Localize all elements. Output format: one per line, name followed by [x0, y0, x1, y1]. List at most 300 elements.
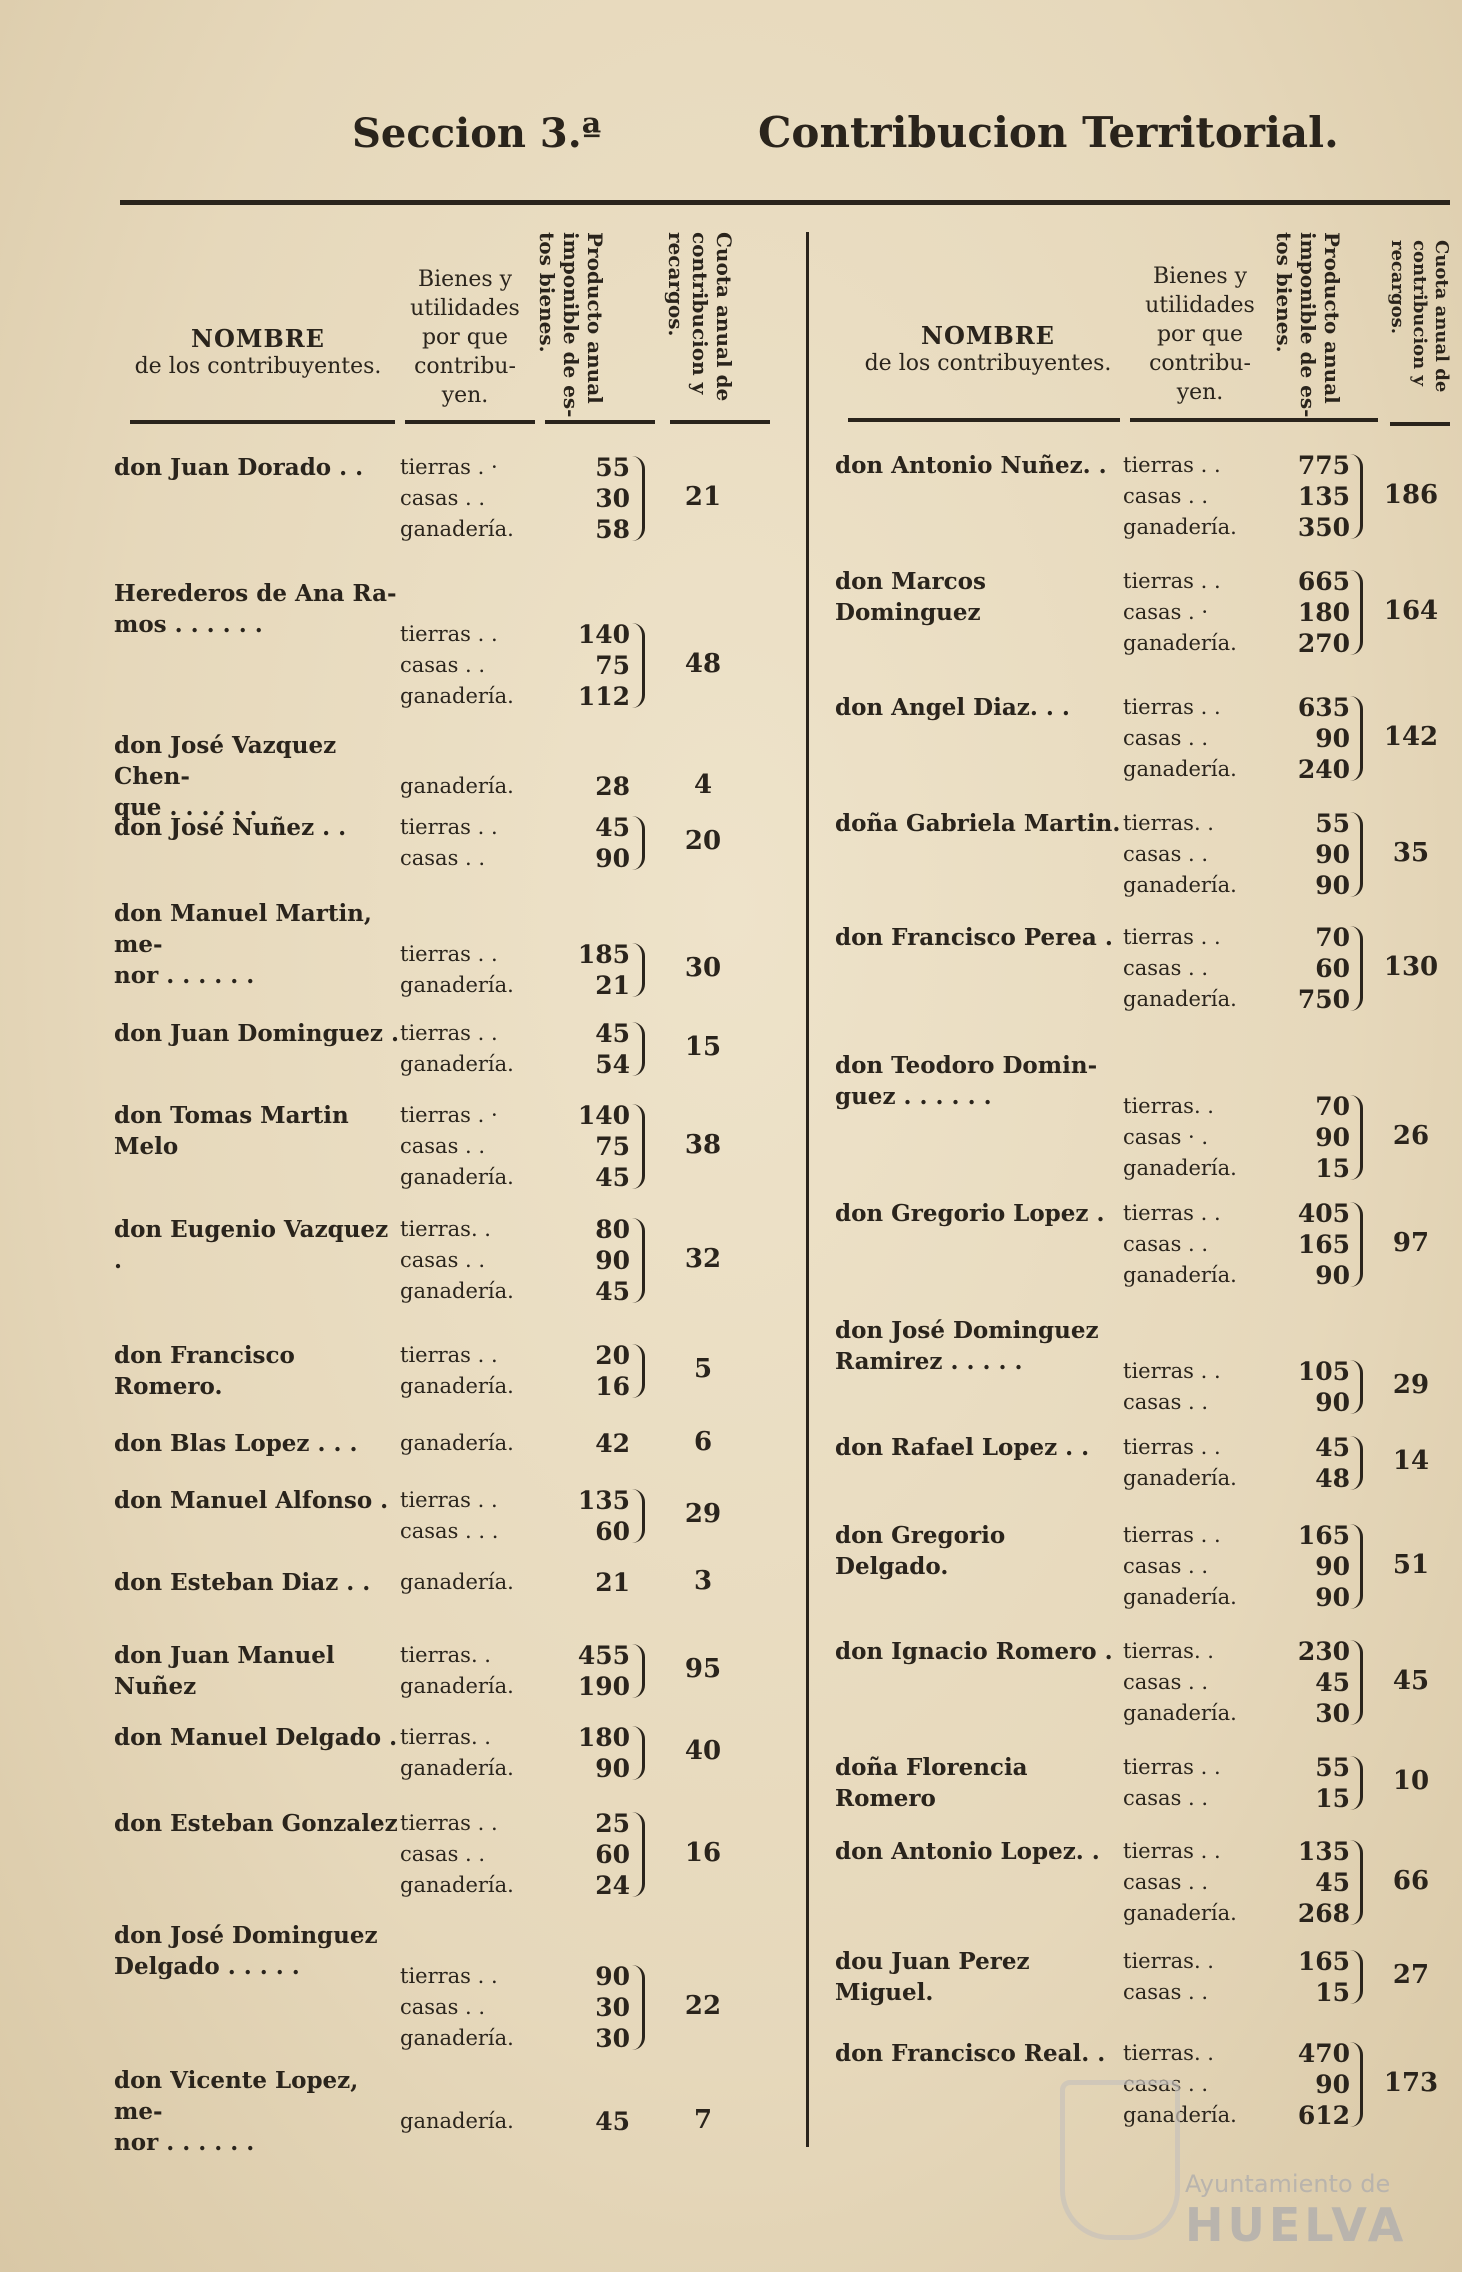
- asset-types: [400, 1214, 514, 1307]
- quota-value: 38: [684, 1129, 722, 1160]
- asset-type: tierras . .: [400, 1343, 498, 1367]
- asset-type: casas . .: [1123, 1670, 1209, 1694]
- asset-type: ganadería.: [400, 1674, 514, 1698]
- contributor-name-line: doña Florencia Romero: [835, 1754, 1028, 1812]
- asset-types: [1123, 1946, 1214, 2008]
- contributor-name-line: nor . . . . . .: [114, 2129, 255, 2156]
- asset-type: casas . .: [400, 1248, 486, 1272]
- product-values: [1260, 1946, 1350, 2008]
- product-value: 15: [1315, 1154, 1350, 1183]
- contributor-name: [114, 1100, 399, 1162]
- brace: [632, 1965, 645, 2050]
- product-value: 612: [1297, 2101, 1350, 2130]
- product-value: 21: [595, 1568, 630, 1597]
- asset-type: casas . .: [1123, 1390, 1209, 1414]
- header-nombre-right: [848, 322, 1128, 378]
- asset-type: tierras . .: [1123, 1839, 1221, 1863]
- header-bienes-right: [1130, 262, 1270, 407]
- section-title: Seccion 3.ª: [352, 110, 602, 157]
- product-values: [540, 771, 630, 802]
- product-value: 70: [1315, 1092, 1350, 1121]
- asset-type: ganadería.: [400, 684, 514, 708]
- brace: [1350, 1202, 1363, 1287]
- top-rule: [120, 200, 1450, 205]
- asset-type: tierras. .: [1123, 2041, 1214, 2065]
- product-values: [540, 1567, 630, 1598]
- asset-type: tierras . .: [400, 815, 498, 839]
- product-value: 21: [595, 971, 630, 1000]
- contributor-name-line: don Francisco Perea .: [835, 924, 1113, 951]
- product-value: 230: [1297, 1637, 1350, 1666]
- asset-type: tierras . .: [1123, 1523, 1221, 1547]
- header-producto-right: Producto anual imponible de es- tos bienes.: [1272, 232, 1344, 418]
- product-values: [1260, 450, 1350, 543]
- asset-type: casas . .: [1123, 956, 1209, 980]
- contributor-name-line: don José Vazquez Chen-: [114, 732, 337, 790]
- product-value: 20: [595, 1341, 630, 1370]
- shield-icon: [1060, 2080, 1180, 2240]
- asset-types: [1123, 1432, 1237, 1494]
- product-values: [1260, 1198, 1350, 1291]
- asset-type: ganadería.: [400, 973, 514, 997]
- product-values: [540, 1961, 630, 2054]
- asset-types: [1123, 1636, 1237, 1729]
- contributor-name-line: don José Dominguez: [835, 1317, 1099, 1344]
- asset-type: tierras . .: [1123, 695, 1221, 719]
- asset-type: ganadería.: [400, 1374, 514, 1398]
- asset-type: tierras . .: [1123, 1359, 1221, 1383]
- contributor-name: [835, 1050, 1125, 1112]
- asset-type: tierras. .: [1123, 1094, 1214, 1118]
- quota-value: 32: [684, 1243, 722, 1274]
- asset-type: tierras . .: [1123, 1755, 1221, 1779]
- product-value: 16: [595, 1372, 630, 1401]
- contributor-name-line: don Eugenio Vazquez .: [114, 1216, 389, 1274]
- product-value: 240: [1297, 755, 1350, 784]
- contributor-name: [114, 1640, 399, 1702]
- product-values: [1260, 1836, 1350, 1929]
- asset-type: tierras . .: [400, 1811, 498, 1835]
- contributor-name: [114, 1018, 399, 1049]
- contributor-name-line: don Rafael Lopez . .: [835, 1434, 1090, 1461]
- asset-type: ganadería.: [400, 774, 514, 798]
- watermark-line1: Ayuntamiento de: [1185, 2170, 1391, 2198]
- asset-types: [400, 1018, 514, 1080]
- header-nombre-left: [118, 325, 398, 381]
- quota-value: 7: [693, 2104, 713, 2135]
- asset-types: [400, 2106, 514, 2137]
- product-value: 45: [595, 813, 630, 842]
- asset-types: [1123, 1520, 1237, 1613]
- brace: [1350, 1840, 1363, 1925]
- product-values: [540, 1485, 630, 1547]
- product-values: [540, 1640, 630, 1702]
- asset-type: tierras . ·: [400, 1103, 498, 1127]
- product-value: 180: [1297, 598, 1350, 627]
- product-value: 60: [595, 1517, 630, 1546]
- asset-types: [1123, 1752, 1221, 1814]
- product-value: 90: [1315, 871, 1350, 900]
- asset-type: ganadería.: [1123, 1585, 1237, 1609]
- product-value: 15: [1315, 1784, 1350, 1813]
- asset-type: tierras . .: [400, 942, 498, 966]
- asset-types: [400, 1722, 514, 1784]
- quota-value: 14: [1392, 1446, 1430, 1476]
- product-values: [1260, 1752, 1350, 1814]
- asset-type: tierras . .: [1123, 569, 1221, 593]
- brace: [1350, 1756, 1363, 1810]
- quota-value: 40: [684, 1736, 722, 1766]
- product-value: 455: [577, 1641, 630, 1670]
- header-nombre-label: NOMBRE: [191, 324, 325, 353]
- asset-types: [1123, 1356, 1221, 1418]
- asset-type: casas . .: [1123, 1870, 1209, 1894]
- contributor-name-line: don José Nuñez . .: [114, 814, 347, 841]
- contributor-name-line: don Ignacio Romero .: [835, 1638, 1113, 1665]
- product-value: 635: [1297, 693, 1350, 722]
- quota-value: 10: [1392, 1766, 1430, 1796]
- product-values: [540, 1428, 630, 1459]
- asset-types: [400, 812, 498, 874]
- product-values: [540, 2106, 630, 2137]
- header-rule: [545, 420, 655, 424]
- asset-type: ganadería.: [1123, 515, 1237, 539]
- product-value: 45: [1315, 1868, 1350, 1897]
- brace: [632, 816, 645, 870]
- contributor-name-line: don Francisco Real. .: [835, 2040, 1106, 2067]
- quota-value: 5: [693, 1354, 713, 1384]
- asset-types: [400, 1428, 514, 1459]
- asset-types: [400, 1485, 498, 1547]
- brace: [1350, 1640, 1363, 1725]
- contributor-name-line: don Vicente Lopez, me-: [114, 2067, 359, 2125]
- product-values: [1260, 2038, 1350, 2131]
- brace: [1350, 1524, 1363, 1609]
- product-value: 470: [1297, 2039, 1350, 2068]
- product-value: 90: [595, 1754, 630, 1783]
- watermark: [1185, 2170, 1407, 2252]
- contributor-name-line: nor . . . . . .: [114, 962, 255, 989]
- product-values: [540, 452, 630, 545]
- asset-types: [1123, 450, 1237, 543]
- product-value: 55: [595, 453, 630, 482]
- header-rule: [1390, 422, 1450, 426]
- contributor-name-line: don Francisco Romero.: [114, 1342, 295, 1400]
- asset-types: [1123, 692, 1237, 785]
- contributor-name: [114, 578, 399, 640]
- contributor-name-line: don Manuel Alfonso .: [114, 1487, 389, 1514]
- contributor-name: [114, 2065, 399, 2158]
- header-bienes-line: contribu-: [414, 354, 516, 379]
- quota-value: 130: [1383, 951, 1439, 982]
- brace: [1350, 454, 1363, 539]
- contributor-name: [835, 450, 1125, 481]
- asset-type: ganadería.: [400, 1873, 514, 1897]
- contributor-name-line: Delgado . . . . .: [114, 1953, 300, 1980]
- asset-types: [400, 1567, 514, 1598]
- asset-type: casas . .: [1123, 2072, 1209, 2096]
- contributor-name-line: don Angel Diaz. . .: [835, 694, 1070, 721]
- product-value: 30: [595, 484, 630, 513]
- contributor-name: [835, 2038, 1125, 2069]
- product-values: [540, 619, 630, 712]
- quota-value: 21: [684, 481, 722, 512]
- product-value: 75: [595, 1132, 630, 1161]
- page-title: Contribucion Territorial.: [758, 108, 1339, 157]
- quota-value: 4: [693, 769, 713, 800]
- brace: [632, 456, 645, 541]
- product-value: 180: [577, 1723, 630, 1752]
- header-bienes-line: utilidades: [410, 296, 520, 321]
- product-value: 112: [577, 682, 630, 711]
- contributor-name: [114, 1567, 399, 1598]
- product-value: 45: [1315, 1668, 1350, 1697]
- asset-types: [1123, 808, 1237, 901]
- quota-value: 26: [1392, 1120, 1430, 1151]
- asset-types: [400, 1100, 514, 1193]
- header-rule: [130, 420, 395, 424]
- asset-type: ganadería.: [1123, 757, 1237, 781]
- asset-type: tierras . .: [400, 622, 498, 646]
- asset-type: tierras . .: [400, 1964, 498, 1988]
- quota-value: 27: [1392, 1960, 1430, 1990]
- asset-type: ganadería.: [400, 517, 514, 541]
- product-value: 45: [595, 1277, 630, 1306]
- product-values: [540, 1808, 630, 1901]
- brace: [1350, 570, 1363, 655]
- product-values: [540, 812, 630, 874]
- product-value: 60: [595, 1840, 630, 1869]
- contributor-name: [835, 1315, 1125, 1377]
- brace: [632, 943, 645, 997]
- asset-type: casas . .: [400, 1995, 486, 2019]
- product-value: 42: [595, 1429, 630, 1458]
- contributor-name-line: don José Dominguez: [114, 1922, 378, 1949]
- product-value: 165: [1297, 1521, 1350, 1550]
- contributor-name-line: don Juan Dominguez .: [114, 1020, 399, 1047]
- asset-type: tierras . .: [1123, 925, 1221, 949]
- header-bienes-line: contribu-: [1149, 351, 1251, 376]
- contributor-name: [114, 1808, 399, 1839]
- contributor-name-line: Herederos de Ana Ra-: [114, 580, 397, 607]
- product-value: 90: [595, 1962, 630, 1991]
- product-value: 185: [577, 940, 630, 969]
- product-value: 775: [1297, 451, 1350, 480]
- brace: [1350, 1095, 1363, 1180]
- brace: [632, 623, 645, 708]
- header-rule: [848, 418, 1120, 422]
- brace: [1350, 926, 1363, 1011]
- quota-value: 20: [684, 826, 722, 856]
- contributor-name: [835, 808, 1125, 839]
- asset-type: ganadería.: [400, 2109, 514, 2133]
- product-values: [1260, 1091, 1350, 1184]
- contributor-name: [835, 1198, 1125, 1229]
- asset-types: [400, 1808, 514, 1901]
- quota-value: 22: [684, 1990, 722, 2021]
- product-value: 135: [577, 1486, 630, 1515]
- asset-type: ganadería.: [1123, 2103, 1237, 2127]
- header-bienes-left: [400, 265, 530, 410]
- header-rule: [1130, 418, 1268, 422]
- contributor-name-line: don Antonio Lopez. .: [835, 1838, 1100, 1865]
- asset-types: [1123, 1198, 1237, 1291]
- contributor-name-line: mos . . . . . .: [114, 611, 263, 638]
- brace: [1350, 2042, 1363, 2127]
- contributor-name: [835, 692, 1125, 723]
- contributor-name-line: guez . . . . . .: [835, 1083, 992, 1110]
- asset-type: tierras. .: [1123, 1639, 1214, 1663]
- product-values: [1260, 692, 1350, 785]
- brace: [1350, 696, 1363, 781]
- asset-type: ganadería.: [1123, 873, 1237, 897]
- product-values: [1260, 1636, 1350, 1729]
- quota-value: 29: [684, 1499, 722, 1529]
- quota-value: 16: [684, 1837, 722, 1868]
- product-values: [540, 939, 630, 1001]
- watermark-line2: HUELVA: [1185, 2198, 1408, 2252]
- product-value: 90: [1315, 724, 1350, 753]
- contributor-name-line: don Juan Manuel Nuñez: [114, 1642, 335, 1700]
- product-value: 30: [1315, 1699, 1350, 1728]
- asset-type: casas . .: [400, 1134, 486, 1158]
- asset-type: ganadería.: [1123, 1466, 1237, 1490]
- brace: [632, 1344, 645, 1398]
- product-value: 45: [595, 2107, 630, 2136]
- asset-type: casas . .: [400, 846, 486, 870]
- brace: [632, 1218, 645, 1303]
- product-value: 90: [595, 844, 630, 873]
- quota-value: 95: [684, 1654, 722, 1684]
- quota-value: 45: [1392, 1665, 1430, 1696]
- asset-type: ganadería.: [1123, 987, 1237, 1011]
- contributor-name: [835, 1836, 1125, 1867]
- product-values: [1260, 922, 1350, 1015]
- product-values: [540, 1340, 630, 1402]
- header-cuota-right: Cuota anual de contribucion y recargos.: [1387, 240, 1452, 393]
- quota-value: 164: [1383, 595, 1439, 626]
- product-values: [1260, 1432, 1350, 1494]
- brace: [632, 1022, 645, 1076]
- asset-type: ganadería.: [400, 1165, 514, 1189]
- product-value: 55: [1315, 1753, 1350, 1782]
- asset-type: casas . .: [400, 653, 486, 677]
- contributor-name: [114, 1722, 399, 1753]
- product-values: [1260, 1520, 1350, 1613]
- asset-type: casas . .: [1123, 1786, 1209, 1810]
- product-value: 45: [1315, 1433, 1350, 1462]
- header-nombre-sub: de los contribuyentes.: [864, 351, 1112, 376]
- asset-type: casas . . .: [400, 1519, 499, 1543]
- header-bienes-line: Bienes y: [417, 267, 513, 292]
- asset-type: casas . .: [400, 486, 486, 510]
- asset-type: tierras . .: [400, 1021, 498, 1045]
- header-bienes-line: por que: [1156, 322, 1244, 347]
- contributor-name-line: don Marcos Dominguez: [835, 568, 986, 626]
- header-bienes-line: por que: [421, 325, 509, 350]
- product-value: 165: [1297, 1947, 1350, 1976]
- quota-value: 6: [693, 1426, 713, 1457]
- asset-type: tierras . .: [400, 1488, 498, 1512]
- asset-type: casas . .: [400, 1842, 486, 1866]
- quota-value: 29: [1392, 1370, 1430, 1400]
- product-value: 75: [595, 651, 630, 680]
- asset-type: ganadería.: [1123, 1263, 1237, 1287]
- quota-value: 3: [693, 1565, 713, 1596]
- asset-type: ganadería.: [1123, 1701, 1237, 1725]
- contributor-name-line: don Esteban Gonzalez: [114, 1810, 398, 1837]
- product-value: 30: [595, 2024, 630, 2053]
- product-value: 105: [1297, 1357, 1350, 1386]
- product-value: 15: [1315, 1978, 1350, 2007]
- product-value: 750: [1297, 985, 1350, 1014]
- header-bienes-line: Bienes y: [1152, 264, 1248, 289]
- asset-type: ganadería.: [400, 1431, 514, 1455]
- quota-value: 51: [1392, 1549, 1430, 1580]
- asset-type: tierras. .: [1123, 1949, 1214, 1973]
- product-value: 135: [1297, 1837, 1350, 1866]
- contributor-name-line: don Tomas Martin Melo: [114, 1102, 349, 1160]
- contributor-name: [114, 1340, 399, 1402]
- product-value: 140: [577, 620, 630, 649]
- contributor-name: [114, 1485, 399, 1516]
- asset-type: casas . .: [1123, 484, 1209, 508]
- product-values: [540, 1100, 630, 1193]
- header-nombre-sub: de los contribuyentes.: [134, 354, 382, 379]
- product-value: 45: [595, 1019, 630, 1048]
- product-value: 165: [1297, 1230, 1350, 1259]
- brace: [632, 1726, 645, 1780]
- contributor-name: [114, 1428, 399, 1459]
- product-value: 55: [1315, 809, 1350, 838]
- product-value: 135: [1297, 482, 1350, 511]
- asset-types: [1123, 922, 1237, 1015]
- brace: [632, 1812, 645, 1897]
- product-value: 48: [1315, 1464, 1350, 1493]
- contributor-name-line: don Gregorio Lopez .: [835, 1200, 1105, 1227]
- product-value: 90: [1315, 1583, 1350, 1612]
- contributor-name-line: doña Gabriela Martin.: [835, 810, 1121, 837]
- asset-type: tierras. .: [400, 1725, 491, 1749]
- brace: [1350, 1950, 1363, 2004]
- asset-type: ganadería.: [1123, 631, 1237, 655]
- contributor-name-line: don Teodoro Domin-: [835, 1052, 1098, 1079]
- contributor-name: [835, 1946, 1125, 2008]
- product-value: 30: [595, 1993, 630, 2022]
- asset-type: casas . .: [1123, 1554, 1209, 1578]
- quota-value: 173: [1383, 2067, 1439, 2098]
- quota-value: 186: [1383, 479, 1439, 510]
- product-value: 24: [595, 1871, 630, 1900]
- product-value: 45: [595, 1163, 630, 1192]
- product-value: 140: [577, 1101, 630, 1130]
- product-value: 28: [595, 772, 630, 801]
- asset-type: casas . .: [1123, 842, 1209, 866]
- contributor-name: [114, 1920, 399, 1982]
- asset-type: ganadería.: [400, 1570, 514, 1594]
- asset-type: tierras . .: [1123, 453, 1221, 477]
- product-value: 268: [1297, 1899, 1350, 1928]
- product-value: 90: [1315, 1123, 1350, 1152]
- brace: [632, 1644, 645, 1698]
- asset-type: ganadería.: [400, 1279, 514, 1303]
- contributor-name: [835, 566, 1125, 628]
- header-rule: [405, 420, 535, 424]
- product-value: 90: [1315, 1388, 1350, 1417]
- product-value: 90: [1315, 1552, 1350, 1581]
- brace: [1350, 812, 1363, 897]
- contributor-name-line: don Blas Lopez . . .: [114, 1430, 358, 1457]
